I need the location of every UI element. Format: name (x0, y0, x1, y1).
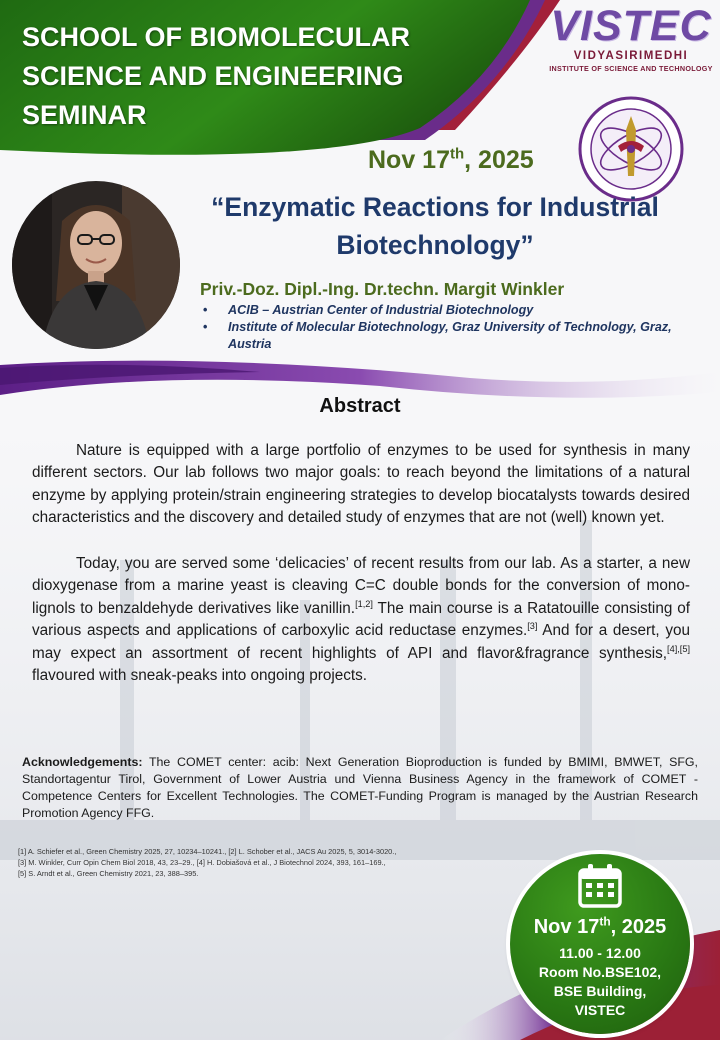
seminar-date-suffix: th (449, 145, 465, 163)
reference-list (18, 846, 518, 879)
badge-date-suffix: th (599, 914, 611, 929)
seminar-date (368, 144, 534, 176)
abstract-text: The main course is a Ratatouille consisting of various aspects and applications of carboxylic acid reductase enzymes. (32, 599, 691, 640)
vistec-logo-tagline: INSTITUTE OF SCIENCE AND TECHNOLOGY (549, 64, 713, 73)
speaker-affiliations (200, 302, 690, 353)
calendar-icon (576, 862, 624, 910)
speaker-name: Priv.-Doz. Dipl.-Ing. Dr.techn. Margit Winkler (200, 279, 565, 299)
abstract-heading: Abstract (319, 395, 401, 417)
seminar-date-year: , 2025 (464, 146, 534, 174)
talk-title-line: “Enzymatic Reactions for Industrial (211, 192, 659, 222)
acknowledgements-text: The COMET center: acib: Next Generation Bioproduction is funded by BMIMI, BMWET, SFG, Standortagentur Tirol, Government of Lower Austria und Vienna Business Agency in the framework of COMET - Competence Centers for Excellent Technologies. The COMET-Funding Program is managed by the Austrian Research Promotion Agency FFG. (22, 755, 698, 820)
citation-marker: [1,2] (355, 598, 373, 609)
vistec-logo-subtitle: VIDYASIRIMEDHI (573, 50, 689, 62)
abstract-paragraph: Nature is equipped with a large portfolio of enzymes to be used for synthesis in many different sectors. Our lab follows two major goals: to reach beyond the limitations of a natural enzyme by applying protein/strain engineering strategies to develop biocatalysts towards desired characteristics and the discovery and detailed study of enzymes that are not (well) known yet. (32, 442, 690, 527)
badge-time: 11.00 - 12.00 (559, 945, 641, 961)
seminar-series-title-line: SEMINAR (22, 100, 147, 130)
badge-date-year: , 2025 (610, 916, 667, 938)
abstract-paragraph (32, 553, 690, 687)
affiliation-item: • Institute of Molecular Biotechnology, Graz University of Technology, Graz, Austria (200, 319, 690, 353)
seminar-series-title (22, 18, 442, 135)
abstract-text: And for a desert, you may expect an assortment of recent highlights of API and flavor&fragrance synthesis, (32, 622, 690, 662)
talk-title-line: Biotechnology” (336, 230, 534, 260)
badge-building: BSE Building, (553, 983, 647, 999)
speaker-photo (12, 181, 180, 349)
ministry-seal-logo (578, 96, 684, 202)
acknowledgements (22, 754, 698, 822)
vistec-logo: VISTEC (550, 2, 712, 50)
talk-title (160, 188, 710, 264)
badge-institute: VISTEC (574, 1002, 626, 1018)
reference-item: [1] A. Schiefer et al., Green Chemistry 2025, 27, 10234–10241., [2] L. Schober et al., JACS Au 2025, 5, 3014-3020., (18, 847, 397, 856)
badge-room: Room No.BSE102, (538, 964, 662, 980)
citation-marker: [3] (527, 621, 538, 632)
seminar-date-day: Nov 17 (368, 146, 450, 174)
affiliation-item: • ACIB – Austrian Center of Industrial Biotechnology (200, 302, 690, 319)
badge-date-day: Nov 17 (533, 916, 600, 938)
seminar-series-title-line: SCHOOL OF BIOMOLECULAR (22, 22, 410, 52)
badge-date (510, 914, 690, 940)
abstract-text: flavoured with sneak-peaks into ongoing projects. (32, 667, 368, 685)
citation-marker: [4],[5] (667, 643, 690, 654)
reference-item: [3] M. Winkler, Curr Opin Chem Biol 2018, 43, 23–29., [4] H. Dobiašová et al., J Biotechnol 2024, 393, 161–169., (18, 858, 386, 867)
reference-item: [5] S. Arndt et al., Green Chemistry 2021, 23, 388–395. (18, 869, 199, 878)
seminar-series-title-line: SCIENCE AND ENGINEERING (22, 61, 404, 91)
abstract-text: Today, you are served some ‘delicacies’ of recent results from our lab. As a starter, a new dioxygenase from a marine yeast is cleaving C=C double bonds for the conversion of mono-lignols to benzaldehyde derivatives like vanillin. (32, 555, 690, 617)
acknowledgements-label: Acknowledgements: (22, 755, 143, 769)
